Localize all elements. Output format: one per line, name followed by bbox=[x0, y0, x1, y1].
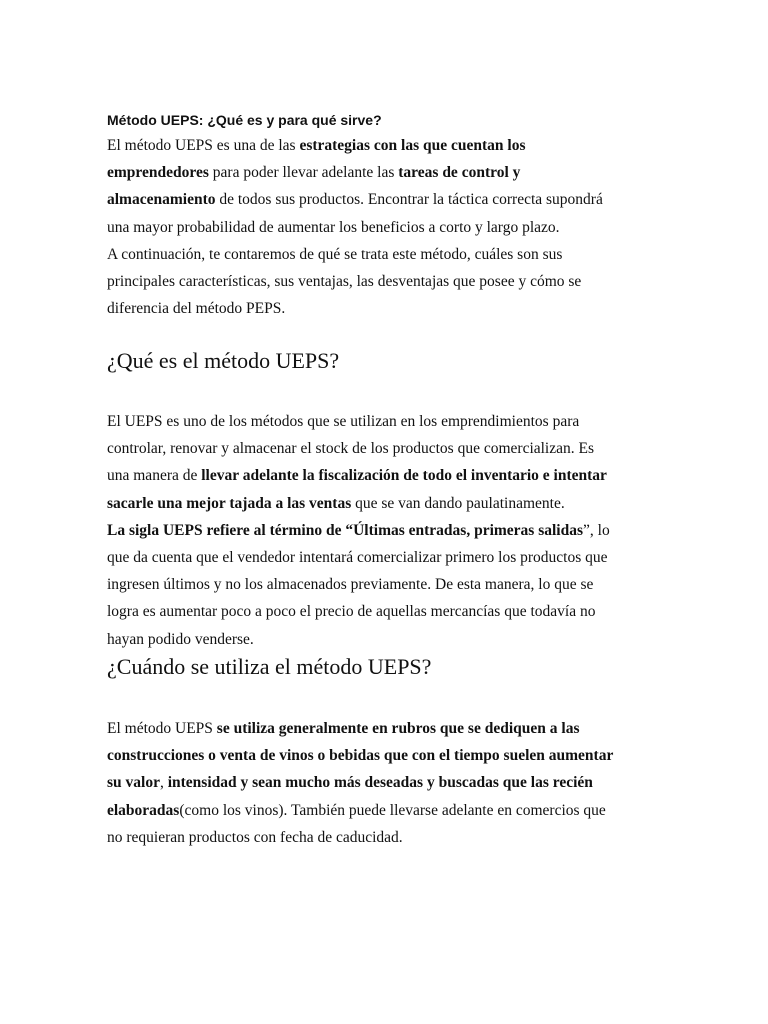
bold-text: sacarle una mejor tajada a las ventas bbox=[107, 494, 352, 512]
text-run: El método UEPS bbox=[107, 720, 217, 737]
bold-text: construcciones o venta de vinos o bebidas que con el tiempo suelen aumentar bbox=[107, 747, 614, 765]
text-run: , bbox=[159, 774, 168, 792]
intro-paragraph bbox=[107, 132, 667, 322]
text-line bbox=[107, 186, 667, 213]
section-heading: ¿Qué es el método UEPS? bbox=[107, 348, 340, 373]
bold-text: La sigla UEPS refiere al término de “Últimas entradas, primeras salidas bbox=[107, 521, 584, 539]
text-line: ingresen últimos y no los almacenados previamente. De esta manera, lo que se bbox=[107, 576, 594, 594]
bold-text: emprendedores bbox=[107, 164, 209, 182]
section-heading: ¿Cuándo se utiliza el método UEPS? bbox=[107, 654, 432, 679]
bold-text: intensidad y sean mucho más deseadas y buscadas que las recién bbox=[167, 774, 593, 792]
text-line: diferencia del método PEPS. bbox=[107, 300, 286, 318]
text-line: El UEPS es uno de los métodos que se utilizan en los emprendimientos para bbox=[107, 413, 580, 430]
text-line bbox=[107, 490, 667, 517]
section-paragraph bbox=[107, 408, 667, 653]
text-line bbox=[107, 742, 667, 769]
text-line: principales características, sus ventajas, las desventajas que posee y cómo se bbox=[107, 273, 582, 291]
text-line bbox=[107, 715, 667, 742]
bold-text: llevar adelante la fiscalización de todo el inventario e intentar bbox=[201, 467, 607, 485]
bold-text: almacenamiento bbox=[107, 191, 216, 209]
text-run: de todos sus productos. Encontrar la táctica correcta supondrá bbox=[215, 191, 603, 209]
bold-text: tareas de control y bbox=[398, 164, 521, 182]
text-line: logra es aumentar poco a poco el precio de aquellas mercancías que todavía no bbox=[107, 603, 596, 621]
text-line: hayan podido venderse. bbox=[107, 630, 254, 648]
text-line: controlar, renovar y almacenar el stock de los productos que comercializan. Es bbox=[107, 440, 595, 458]
text-line bbox=[107, 517, 667, 544]
text-run: El método UEPS es una de las bbox=[107, 137, 300, 154]
document-title: Método UEPS: ¿Qué es y para qué sirve? bbox=[107, 112, 382, 128]
bold-text: estrategias con las que cuentan los bbox=[299, 137, 526, 154]
text-line bbox=[107, 159, 667, 186]
section-paragraph bbox=[107, 715, 667, 851]
bold-text: elaboradas bbox=[107, 801, 180, 819]
text-line bbox=[107, 132, 667, 159]
text-line: una mayor probabilidad de aumentar los beneficios a corto y largo plazo. bbox=[107, 218, 560, 236]
text-run: una manera de bbox=[107, 467, 202, 485]
text-run: (como los vinos). También puede llevarse adelante en comercios que bbox=[179, 801, 606, 819]
text-run: que se van dando paulatinamente. bbox=[351, 494, 565, 512]
text-run: para poder llevar adelante las bbox=[208, 164, 399, 182]
text-line bbox=[107, 797, 667, 824]
text-line: A continuación, te contaremos de qué se trata este método, cuáles son sus bbox=[107, 245, 563, 263]
bold-text: su valor bbox=[107, 774, 160, 792]
text-line: que da cuenta que el vendedor intentará comercializar primero los productos que bbox=[107, 549, 608, 567]
text-line bbox=[107, 769, 667, 796]
bold-text: se utiliza generalmente en rubros que se dediquen a las bbox=[216, 720, 580, 737]
text-run: ”, lo bbox=[583, 521, 610, 539]
text-line: no requieran productos con fecha de caducidad. bbox=[107, 828, 403, 846]
text-line bbox=[107, 462, 667, 489]
